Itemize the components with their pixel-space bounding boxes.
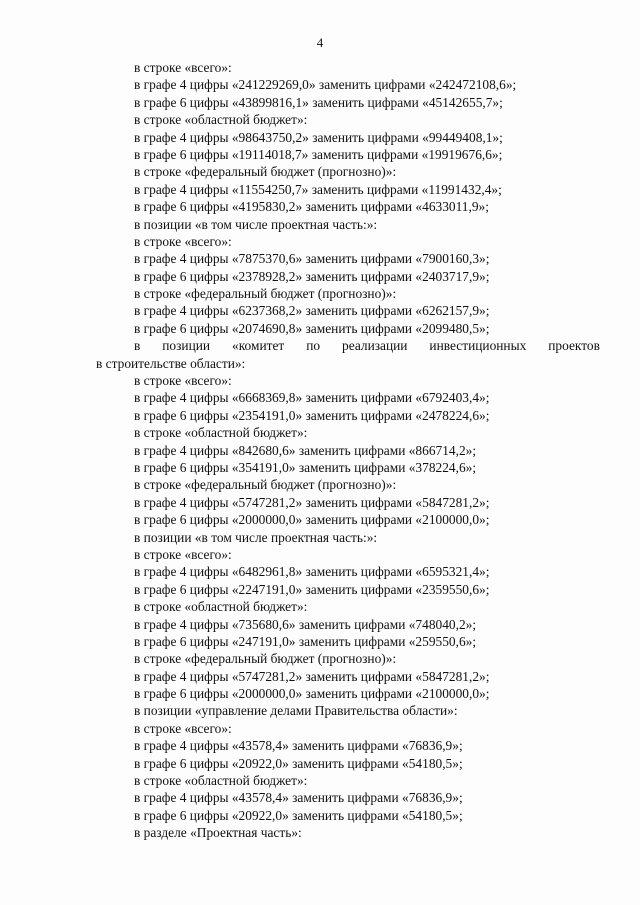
amendment-line: в строке «всего»: [134,373,232,389]
amendment-line: в графе 4 цифры «6668369,8» заменить цифрами «6792403,4»; [134,390,490,406]
amendment-line: в позиции «в том числе проектная часть:»: [134,529,378,545]
amendment-line: в строке «всего»: [134,233,232,249]
amendment-line: в графе 6 цифры «2378928,2» заменить цифрами «2403717,9»; [134,268,490,284]
amendment-line: в строке «всего»: [134,546,232,562]
amendment-line: в графе 6 цифры «43899816,1» заменить цифрами «45142655,7»; [134,94,503,110]
committee-word: «комитет [232,338,285,354]
amendment-line: в графе 4 цифры «43578,4» заменить цифрами «76836,9»; [134,790,463,806]
amendment-line: в графе 6 цифры «2074690,8» заменить цифрами «2099480,5»; [134,320,490,336]
amendment-line: в строке «федеральный бюджет (прогнозно)»: [134,477,397,493]
amendment-line: в строке «федеральный бюджет (прогнозно)»: [134,286,397,302]
page-number: 4 [316,35,324,50]
amendment-line: в графе 6 цифры «4195830,2» заменить цифрами «4633011,9»; [134,199,489,215]
amendment-line: в графе 6 цифры «20922,0» заменить цифрами «54180,5»; [134,755,463,771]
amendment-line: в строке «областной бюджет»: [134,112,308,128]
amendment-line: в строке «всего»: [134,60,232,75]
committee-word: в [134,338,141,354]
committee-word: реализации [342,338,408,354]
amendment-line: в графе 6 цифры «354191,0» заменить цифрами «378224,6»; [134,459,477,475]
amendment-line: в строке «федеральный бюджет (прогнозно)»: [134,651,397,667]
amendment-line: в графе 6 цифры «2247191,0» заменить цифрами «2359550,6»; [134,581,490,597]
committee-word: инвестиционных [429,338,527,354]
amendment-line: в позиции «в том числе проектная часть:»: [134,216,378,232]
amendment-line: в графе 4 цифры «43578,4» заменить цифрами «76836,9»; [134,738,463,754]
amendment-line: в графе 4 цифры «5747281,2» заменить цифрами «5847281,2»; [134,668,490,684]
amendment-line: в графе 4 цифры «11554250,7» заменить цифрами «11991432,4»; [134,181,502,197]
amendment-line: в графе 4 цифры «98643750,2» заменить цифрами «99449408,1»; [134,129,503,145]
amendment-line: в графе 6 цифры «20922,0» заменить цифрами «54180,5»; [134,807,463,823]
amendment-line: в графе 4 цифры «5747281,2» заменить цифрами «5847281,2»; [134,494,490,510]
committee-word: по [306,338,321,354]
amendment-line: в графе 4 цифры «7875370,6» заменить цифрами «7900160,3»; [134,251,490,267]
amendment-list-1 [96,59,600,337]
amendment-list-2 [96,372,600,842]
amendment-line: в графе 6 цифры «247191,0» заменить цифрами «259550,6»; [134,633,477,649]
committee-position-continuation: в строительстве области»: [96,355,246,371]
amendment-line: в графе 6 цифры «2000000,0» заменить цифрами «2100000,0»; [134,512,490,528]
amendment-line: в строке «областной бюджет»: [134,773,308,789]
amendment-line: в строке «всего»: [134,720,232,736]
amendment-line: в позиции «управление делами Правительства области»: [134,703,458,719]
amendment-line: в графе 6 цифры «2000000,0» заменить цифрами «2100000,0»; [134,686,490,702]
amendment-line: в строке «областной бюджет»: [134,599,308,615]
amendment-line: в графе 4 цифры «241229269,0» заменить цифрами «242472108,6»; [134,77,517,93]
document-body [96,59,600,842]
amendment-line: в графе 4 цифры «735680,6» заменить цифрами «748040,2»; [134,616,477,632]
committee-word: позиции [162,338,211,354]
amendment-line: в графе 4 цифры «6482961,8» заменить цифрами «6595321,4»; [134,564,490,580]
amendment-line: в строке «областной бюджет»: [134,425,308,441]
amendment-line: в строке «федеральный бюджет (прогнозно)»: [134,164,397,180]
amendment-line: в графе 4 цифры «6237368,2» заменить цифрами «6262157,9»; [134,303,490,319]
committee-position-line [96,337,600,354]
amendment-line: в разделе «Проектная часть»: [134,825,302,841]
amendment-line: в графе 6 цифры «2354191,0» заменить цифрами «2478224,6»; [134,407,490,423]
committee-word: проектов [548,338,600,354]
amendment-line: в графе 4 цифры «842680,6» заменить цифрами «866714,2»; [134,442,477,458]
amendment-line: в графе 6 цифры «19114018,7» заменить цифрами «19919676,6»; [134,146,503,162]
